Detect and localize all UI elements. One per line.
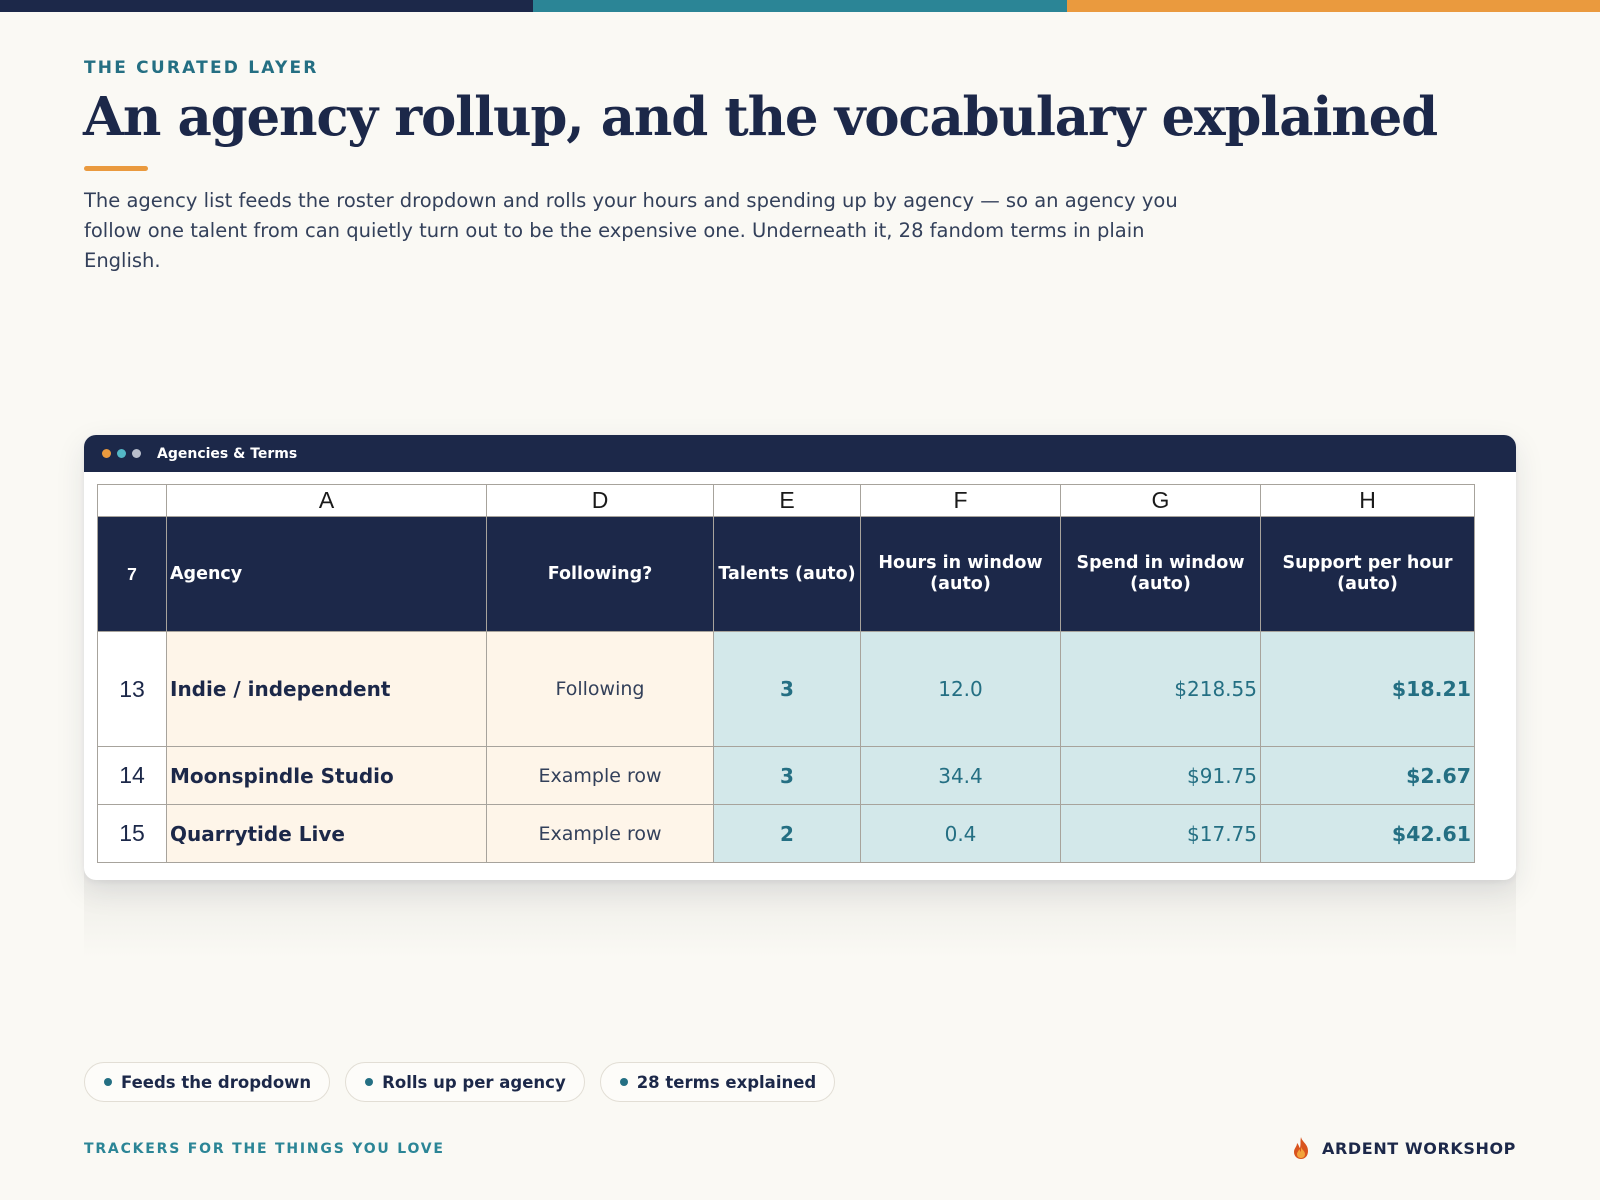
footer-tagline: TRACKERS FOR THE THINGS YOU LOVE [84, 1141, 445, 1157]
cell-following[interactable]: Following [487, 632, 714, 747]
title-underline [84, 166, 148, 171]
table-row [98, 632, 1475, 747]
pill-rolls-up [345, 1062, 585, 1102]
cell-following[interactable]: Example row [487, 747, 714, 805]
row-number[interactable]: 7 [98, 517, 167, 632]
page-title: An agency rollup, and the vocabulary explained [83, 86, 1437, 148]
header-following[interactable]: Following? [487, 517, 714, 632]
row-number[interactable]: 14 [98, 747, 167, 805]
pill-label: Rolls up per agency [382, 1072, 566, 1092]
spreadsheet-grid [97, 484, 1475, 863]
accent-segment-navy [0, 0, 533, 12]
bullet-dot-icon [365, 1078, 373, 1086]
cell-talents[interactable]: 2 [714, 805, 861, 863]
window-titlebar [84, 435, 1516, 472]
table-row [98, 805, 1475, 863]
feature-pills [84, 1062, 835, 1102]
column-header-d[interactable]: D [487, 485, 714, 517]
cell-talents[interactable]: 3 [714, 632, 861, 747]
flame-icon [1291, 1136, 1311, 1160]
header-talents[interactable]: Talents (auto) [714, 517, 861, 632]
eyebrow-label: THE CURATED LAYER [84, 58, 319, 78]
grey-dot-icon [132, 449, 141, 458]
cell-agency[interactable]: Moonspindle Studio [167, 747, 487, 805]
brand-name: ARDENT WORKSHOP [1322, 1138, 1516, 1158]
cell-following[interactable]: Example row [487, 805, 714, 863]
table-row [98, 747, 1475, 805]
intro-paragraph: The agency list feeds the roster dropdown and rolls your hours and spending up by agency — so an agency you follow one talent from can quietly turn out to be the expensive one. Underneath it, 28 fandom terms in plain English. [84, 189, 1178, 272]
corner-cell[interactable] [98, 485, 167, 517]
row-number[interactable]: 15 [98, 805, 167, 863]
cell-support[interactable]: $18.21 [1261, 632, 1475, 747]
column-header-h[interactable]: H [1261, 485, 1475, 517]
bullet-dot-icon [620, 1078, 628, 1086]
cell-spend[interactable]: $91.75 [1061, 747, 1261, 805]
column-header-f[interactable]: F [861, 485, 1061, 517]
cell-support[interactable]: $42.61 [1261, 805, 1475, 863]
pill-label: Feeds the dropdown [121, 1072, 312, 1092]
footer-brand [1291, 1136, 1516, 1160]
pill-terms-explained [600, 1062, 836, 1102]
row-number[interactable]: 13 [98, 632, 167, 747]
header-spend[interactable]: Spend in window (auto) [1061, 517, 1261, 632]
pill-feeds-dropdown [84, 1062, 330, 1102]
pill-label: 28 terms explained [636, 1072, 817, 1092]
teal-dot-icon [117, 449, 126, 458]
bullet-dot-icon [104, 1078, 112, 1086]
spreadsheet-window [84, 435, 1516, 880]
column-header-row [98, 485, 1475, 517]
cell-support[interactable]: $2.67 [1261, 747, 1475, 805]
cell-agency[interactable]: Indie / independent [167, 632, 487, 747]
orange-dot-icon [102, 449, 111, 458]
cell-talents[interactable]: 3 [714, 747, 861, 805]
header-hours[interactable]: Hours in window (auto) [861, 517, 1061, 632]
accent-segment-orange [1067, 0, 1600, 12]
accent-segment-teal [533, 0, 1066, 12]
cell-agency[interactable]: Quarrytide Live [167, 805, 487, 863]
window-title: Agencies & Terms [157, 445, 298, 462]
cell-hours[interactable]: 0.4 [861, 805, 1061, 863]
cell-hours[interactable]: 34.4 [861, 747, 1061, 805]
column-header-e[interactable]: E [714, 485, 861, 517]
cell-hours[interactable]: 12.0 [861, 632, 1061, 747]
cell-spend[interactable]: $17.75 [1061, 805, 1261, 863]
cell-spend[interactable]: $218.55 [1061, 632, 1261, 747]
top-accent-bar [0, 0, 1600, 12]
header-support[interactable]: Support per hour (auto) [1261, 517, 1475, 632]
table-header-row [98, 517, 1475, 632]
column-header-g[interactable]: G [1061, 485, 1261, 517]
column-header-a[interactable]: A [167, 485, 487, 517]
header-agency[interactable]: Agency [167, 517, 487, 632]
